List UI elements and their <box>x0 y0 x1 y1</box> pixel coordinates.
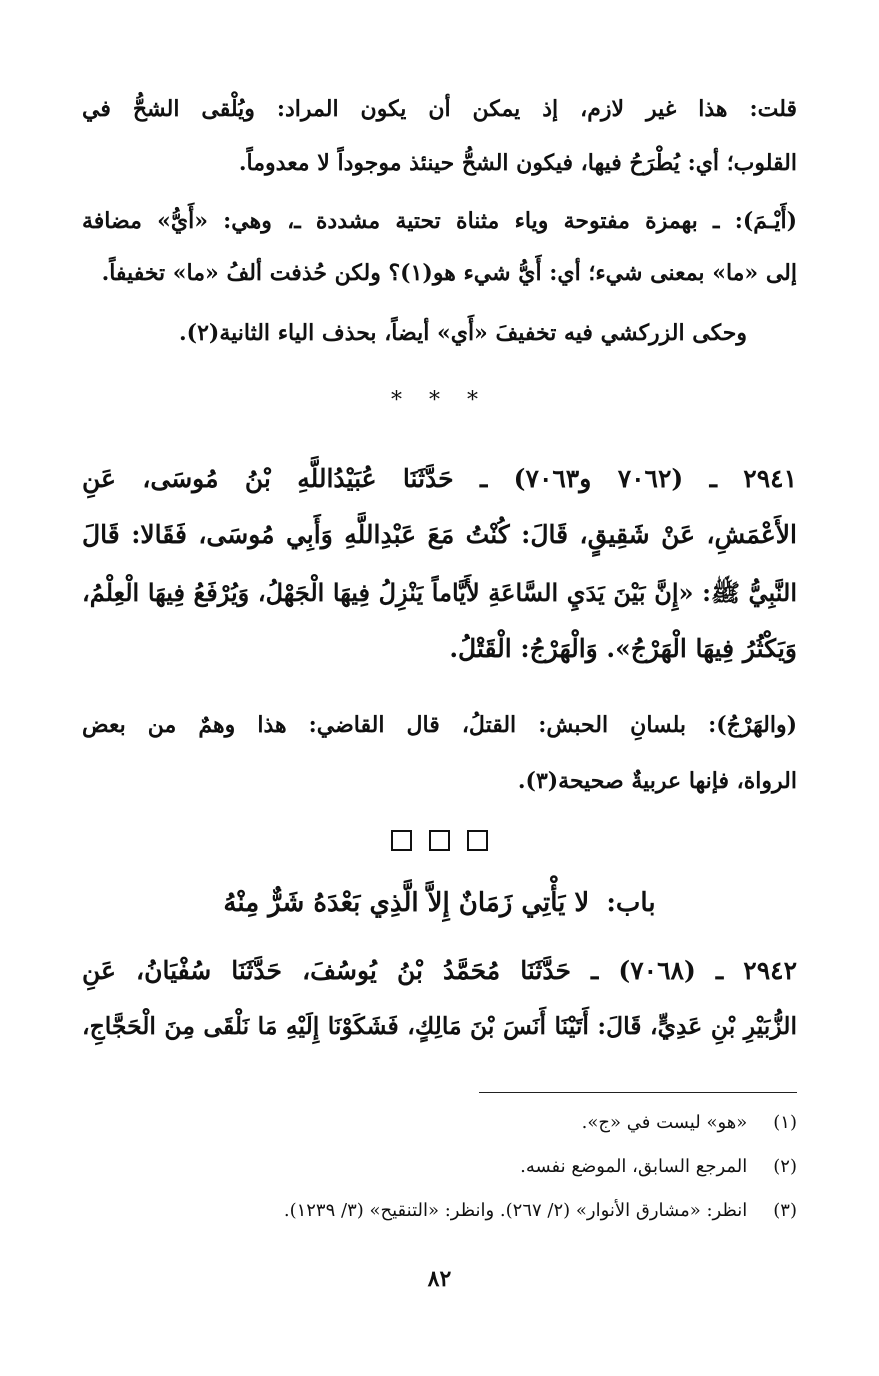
square-ornament-icon <box>467 830 488 851</box>
commentary-line: الرواة، فإنها عربيةٌ صحيحة(٣). <box>517 768 797 794</box>
chapter-title: لا يَأْتِي زَمَانٌ إِلاَّ الَّذِي بَعْدَهُ شَرٌّ مِنْهُ <box>223 888 590 918</box>
commentary-line: (أَيْـمَ): ـ بهمزة مفتوحة وياء مثناة تحتية مشددة ـ، وهي: «أَيُّ» مضافة <box>82 208 797 234</box>
page-number: ٨٢ <box>427 1266 452 1292</box>
book-page <box>82 0 797 1376</box>
footnote-number: (١) <box>773 1112 797 1133</box>
hadith-line: النَّبِيُّ ﷺ: «إِنَّ بَيْنَ يَدَيِ السَّاعَةِ لأَيَّاماً يَنْزِلُ فِيهَا الْجَهْلُ، وَيُرْفَعُ فِيهَا الْعِلْمُ، <box>82 578 797 607</box>
square-ornament-icon <box>391 830 412 851</box>
commentary-line: القلوب؛ أي: يُطْرَحُ فيها، فيكون الشحُّ حينئذ موجوداً لا معدوماً. <box>238 150 797 176</box>
footnote <box>82 1200 797 1221</box>
commentary-line: قلت: هذا غير لازم، إذ يمكن أن يكون المراد: ويُلْقى الشحُّ في <box>82 96 797 122</box>
hadith-line: الأَعْمَشِ، عَنْ شَقِيقٍ، قَالَ: كُنْتُ مَعَ عَبْدِاللَّهِ وَأَبِي مُوسَى، فَقَالا: قَالَ <box>82 520 797 549</box>
footnote-number: (٢) <box>773 1156 797 1177</box>
hadith-line: الزُّبَيْرِ بْنِ عَدِيٍّ، قَالَ: أَتَيْنَا أَنَسَ بْنَ مَالِكٍ، فَشَكَوْنَا إِلَيْهِ مَا نَلْقَى مِنَ الْحَجَّاجِ، <box>82 1012 797 1040</box>
footnote-text: انظر: «مشارق الأنوار» (٢/ ٢٦٧). وانظر: «التنقيح» (٣/ ١٢٣٩). <box>283 1200 748 1221</box>
commentary-line: (والهَرْجُ): بلسانِ الحبش: القتلُ، قال القاضي: هذا وهمٌ من بعض <box>82 712 797 738</box>
hadith-line: وَيَكْثُرُ فِيهَا الْهَرْجُ». وَالْهَرْجُ: الْقَتْلُ. <box>449 634 797 663</box>
footnote-number: (٣) <box>773 1200 797 1221</box>
section-separator-stars: * * * <box>391 388 488 413</box>
section-separator-boxes <box>82 830 797 851</box>
hadith-line: ٢٩٤٢ ـ (٧٠٦٨) ـ حَدَّثَنَا مُحَمَّدُ بْنُ يُوسُفَ، حَدَّثَنَا سُفْيَانُ، عَنِ <box>82 956 797 985</box>
hadith-line: ٢٩٤١ ـ (٧٠٦٢ و٧٠٦٣) ـ حَدَّثَنَا عُبَيْدُاللَّهِ بْنُ مُوسَى، عَنِ <box>82 464 798 493</box>
square-ornament-icon <box>429 830 450 851</box>
footnote-text: المرجع السابق، الموضع نفسه. <box>520 1156 748 1177</box>
chapter-heading <box>82 888 797 918</box>
footnote <box>82 1156 797 1177</box>
footnote-text: «هو» ليست في «ج». <box>581 1112 748 1133</box>
footnote <box>82 1112 797 1133</box>
chapter-label: باب: <box>606 888 656 918</box>
commentary-line: وحكى الزركشي فيه تخفيفَ «أَي» أيضاً، بحذف الياء الثانية(٢). <box>179 320 747 346</box>
commentary-line: إلى «ما» بمعنى شيء؛ أي: أَيُّ شيء هو(١)؟ ولكن حُذفت ألفُ «ما» تخفيفاً. <box>101 260 797 286</box>
footnote-divider <box>479 1092 797 1093</box>
